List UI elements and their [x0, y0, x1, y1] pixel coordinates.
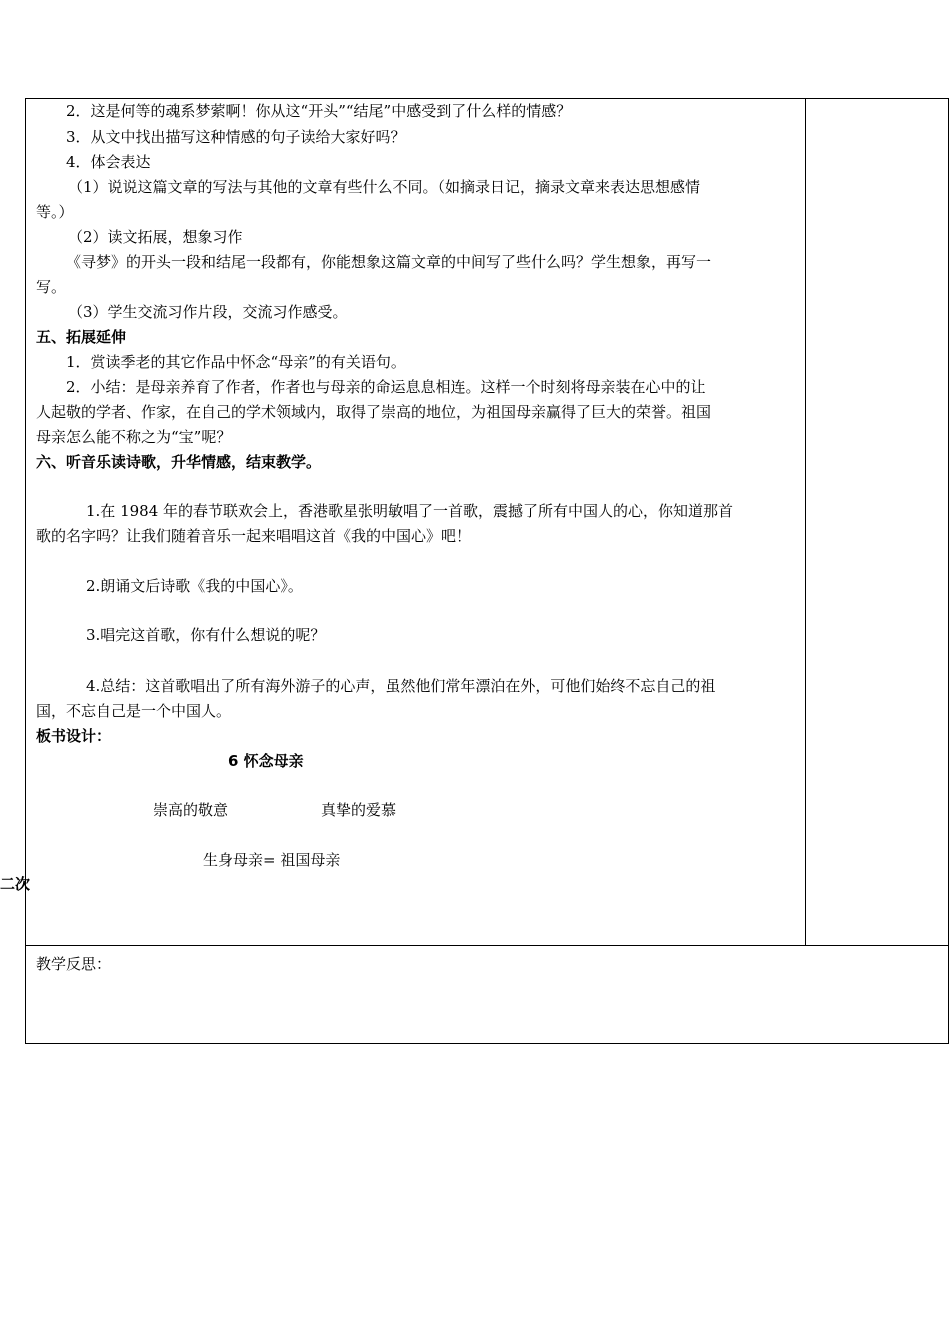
side-note: 二次	[0, 875, 31, 893]
side-column-cell	[806, 99, 948, 945]
text-line: 国，不忘自己是一个中国人。	[36, 702, 232, 720]
text-line: 3.唱完这首歌，你有什么想说的呢？	[86, 626, 326, 644]
text-line: （2）读文拓展，想象习作	[68, 228, 243, 246]
section-heading-five: 五、拓展延伸	[36, 328, 127, 346]
text-line: 3．从文中找出描写这种情感的句子读给大家好吗？	[66, 128, 406, 146]
text-line: 1.在 1984 年的春节联欢会上，香港歌星张明敏唱了一首歌，震撼了所有中国人的心，你知道那首	[86, 502, 734, 520]
text-line: 人起敬的学者、作家，在自己的学术领域内，取得了崇高的地位，为祖国母亲赢得了巨大的荣誉。祖国	[36, 403, 712, 421]
text-line: 1．赏读季老的其它作品中怀念“母亲”的有关语句。	[66, 353, 406, 371]
text-line: 写。	[36, 278, 67, 296]
text-line: 2．小结：是母亲养育了作者，作者也与母亲的命运息息相连。这样一个时刻将母亲装在心中的让	[66, 378, 706, 396]
board-title: 6 怀念母亲	[228, 752, 304, 770]
text-line: 2．这是何等的魂系梦萦啊！你从这“开头”“结尾”中感受到了什么样的情感？	[66, 102, 572, 120]
text-line: 2.朗诵文后诗歌《我的中国心》。	[86, 577, 303, 595]
board-right-phrase: 真挚的爱慕	[321, 801, 397, 819]
lesson-table	[25, 98, 949, 1044]
board-left-phrase: 崇高的敬意	[153, 801, 229, 819]
board-design-heading: 板书设计：	[36, 727, 112, 745]
text-line: 《寻梦》的开头一段和结尾一段都有，你能想象这篇文章的中间写了些什么吗？学生想象，再写一	[66, 253, 712, 271]
text-line: 母亲怎么能不称之为“宝”呢？	[36, 428, 232, 446]
text-line: 4．体会表达	[66, 153, 151, 171]
text-line: （1）说说这篇文章的写法与其他的文章有些什么不同。（如摘录日记，摘录文章来表达思想感情	[68, 178, 701, 196]
text-line: 4.总结：这首歌唱出了所有海外游子的心声，虽然他们常年漂泊在外，可他们始终不忘自己的祖	[86, 677, 716, 695]
lesson-content-cell	[26, 99, 806, 945]
reflection-label: 教学反思：	[36, 955, 112, 973]
text-line: （3）学生交流习作片段，交流习作感受。	[68, 303, 348, 321]
text-line: 等。）	[36, 203, 74, 221]
reflection-cell	[26, 945, 948, 1043]
section-heading-six: 六、听音乐读诗歌，升华情感，结束教学。	[36, 453, 322, 471]
board-equation: 生身母亲= 祖国母亲	[203, 851, 341, 869]
text-line: 歌的名字吗？让我们随着音乐一起来唱唱这首《我的中国心》吧！	[36, 527, 472, 545]
